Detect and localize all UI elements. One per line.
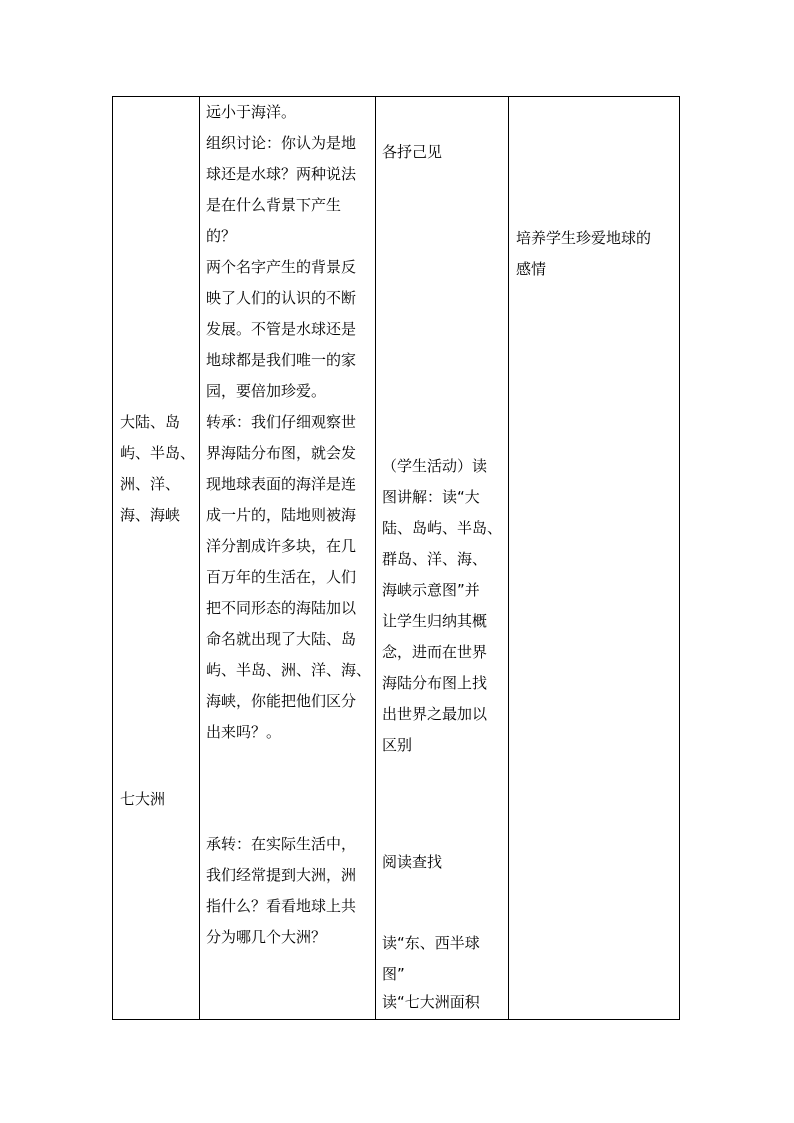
text-line: 承转：在实际生活中， — [206, 835, 357, 853]
text-line: 图” — [382, 965, 405, 983]
text-line: （学生活动）读 — [382, 457, 488, 475]
text-line: 界海陆分布图，就会发 — [206, 444, 357, 462]
text-line: 群岛、洋、海、 — [382, 550, 488, 568]
text-line: 园，要倍加珍爱。 — [206, 382, 327, 400]
text-line: 海陆分布图上找 — [382, 674, 488, 692]
text-line: 组织讨论：你认为是地 — [206, 134, 357, 152]
text-line: 指什么？看看地球上共 — [206, 897, 357, 915]
column-divider — [199, 97, 200, 1019]
text-line: 现地球表面的海洋是连 — [206, 475, 357, 493]
text-line: 出世界之最加以 — [382, 705, 488, 723]
text-line: 图讲解：读“大 — [382, 488, 480, 506]
text-line: 我们经常提到大洲，洲 — [206, 866, 357, 884]
text-line: 海峡，你能把他们区分 — [206, 692, 357, 710]
text-line: 读“东、西半球 — [382, 934, 480, 952]
text-line: 念，进而在世界 — [382, 643, 488, 661]
text-line: 让学生归纳其概 — [382, 612, 488, 630]
text-line: 各抒己见 — [382, 143, 443, 161]
text-line: 是在什么背景下产生 — [206, 196, 342, 214]
text-line: 球还是水球？两种说法 — [206, 165, 357, 183]
text-line: 读“七大洲面积 — [382, 993, 480, 1011]
text-line: 感情 — [516, 260, 547, 278]
topic-line: 大陆、岛 — [120, 413, 181, 431]
text-line: 分为哪几个大洲？ — [206, 928, 327, 946]
text-line: 发展。不管是水球还是 — [206, 320, 357, 338]
text-line: 百万年的生活在，人们 — [206, 568, 357, 586]
text-line: 映了人们的认识的不断 — [206, 289, 357, 307]
text-line: 的？ — [206, 227, 237, 245]
topic-line: 屿、半岛、 — [120, 444, 196, 462]
text-line: 培养学生珍爱地球的 — [516, 229, 652, 247]
text-line: 把不同形态的海陆加以 — [206, 599, 357, 617]
column-divider — [508, 97, 509, 1019]
text-line: 远小于海洋。 — [206, 103, 297, 121]
text-line: 屿、半岛、洲、洋、海、 — [206, 661, 372, 679]
text-line: 阅读查找 — [382, 853, 443, 871]
topic-line: 洲、洋、 — [120, 475, 181, 493]
text-line: 转承：我们仔细观察世 — [206, 413, 357, 431]
text-line: 洋分割成许多块，在几 — [206, 537, 357, 555]
text-line: 两个名字产生的背景反 — [206, 258, 357, 276]
text-line: 区别 — [382, 736, 413, 754]
topic-line: 海、海峡 — [120, 506, 181, 524]
text-line: 出来吗？。 — [206, 723, 282, 741]
text-line: 成一片的，陆地则被海 — [206, 506, 357, 524]
text-line: 命名就出现了大陆、岛 — [206, 630, 357, 648]
text-line: 陆、岛屿、半岛、 — [382, 519, 503, 537]
text-line: 地球都是我们唯一的家 — [206, 351, 357, 369]
topic-line: 七大洲 — [120, 790, 166, 808]
text-line: 海峡示意图”并 — [382, 581, 480, 599]
column-divider — [375, 97, 376, 1019]
